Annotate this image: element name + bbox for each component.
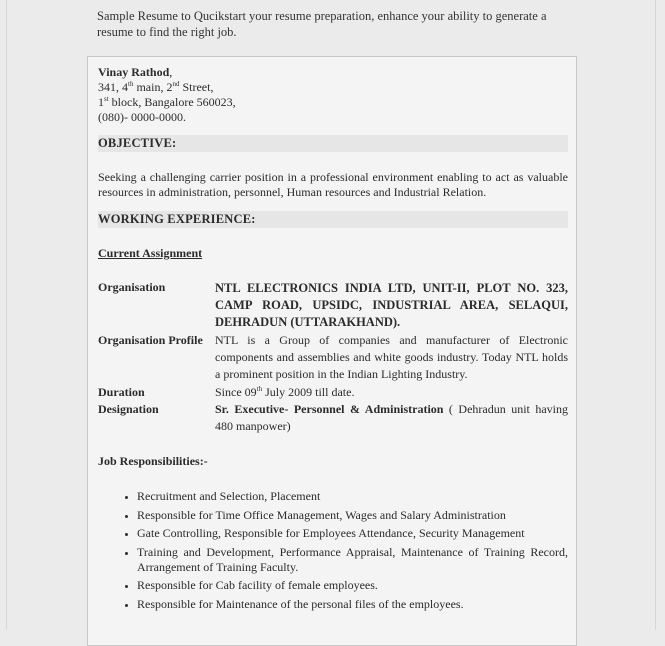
designation-row: [98, 401, 568, 435]
profile-label: Organisation Profile: [98, 333, 203, 347]
experience-heading: WORKING EXPERIENCE:: [98, 211, 568, 228]
organisation-value: NTL ELECTRONICS INDIA LTD, UNIT-II, PLOT NO. 323, CAMP ROAD, UPSIDC, INDUSTRIAL AREA, SELAQUI, DEHRADUN (UTTARAKHAND).: [215, 281, 568, 329]
objective-text: Seeking a challenging carrier position in a professional environment enabling to act as valuable resources in administration, personnel, Human resources and Industrial Relation.: [98, 170, 568, 199]
address-line-2: 1st block, Bangalore 560023,: [98, 95, 236, 109]
contact-block: Vinay Rathod, 341, 4th main, 2nd Street, 1st block, Bangalore 560023, (080)- 0000-0000.: [98, 65, 568, 125]
objective-heading: OBJECTIVE:: [98, 135, 568, 152]
organisation-row: [98, 280, 568, 331]
list-item: • Responsible for Cab facility of female employees.: [137, 578, 568, 593]
page-edge-right: [655, 0, 656, 630]
resume-content: [98, 65, 568, 616]
list-item: • Responsible for Maintenance of the personal files of the employees.: [137, 597, 568, 612]
responsibilities-list: [98, 489, 568, 612]
designation-label: Designation: [98, 402, 159, 416]
organisation-label: Organisation: [98, 280, 166, 294]
list-item: • Gate Controlling, Responsible for Employees Attendance, Security Management: [137, 526, 568, 541]
phone-number: (080)- 0000-0000.: [98, 110, 186, 124]
current-assignment-heading: Current Assignment: [98, 246, 203, 260]
applicant-name: Vinay Rathod: [98, 65, 170, 79]
address-line-1: 341, 4th main, 2nd Street,: [98, 80, 214, 94]
duration-label: Duration: [98, 385, 145, 399]
designation-value: Sr. Executive- Personnel & Administration ( Dehradun unit having 480 manpower): [215, 402, 568, 433]
page-edge-left: [6, 0, 7, 630]
duration-value: Since 09th July 2009 till date.: [215, 385, 355, 399]
list-item: • Responsible for Time Office Management, Wages and Salary Administration: [137, 508, 568, 523]
intro-text: Sample Resume to Qucikstart your resume preparation, enhance your ability to generate a resume to find the right job.: [97, 9, 547, 39]
profile-row: [98, 332, 568, 383]
duration-row: [98, 384, 568, 401]
responsibilities-heading: Job Responsibilities:-: [98, 454, 208, 468]
resume-sheet: [87, 56, 577, 646]
list-item: • Training and Development, Performance Appraisal, Maintenance of Training Record, Arrangement of Training Faculty.: [137, 545, 568, 575]
list-item: • Recruitment and Selection, Placement: [137, 489, 568, 504]
profile-value: NTL is a Group of companies and manufacturer of Electronic components and assemblies and white goods industry. Today NTL holds a prominent position in the Indian Lighting Industry.: [215, 333, 568, 381]
